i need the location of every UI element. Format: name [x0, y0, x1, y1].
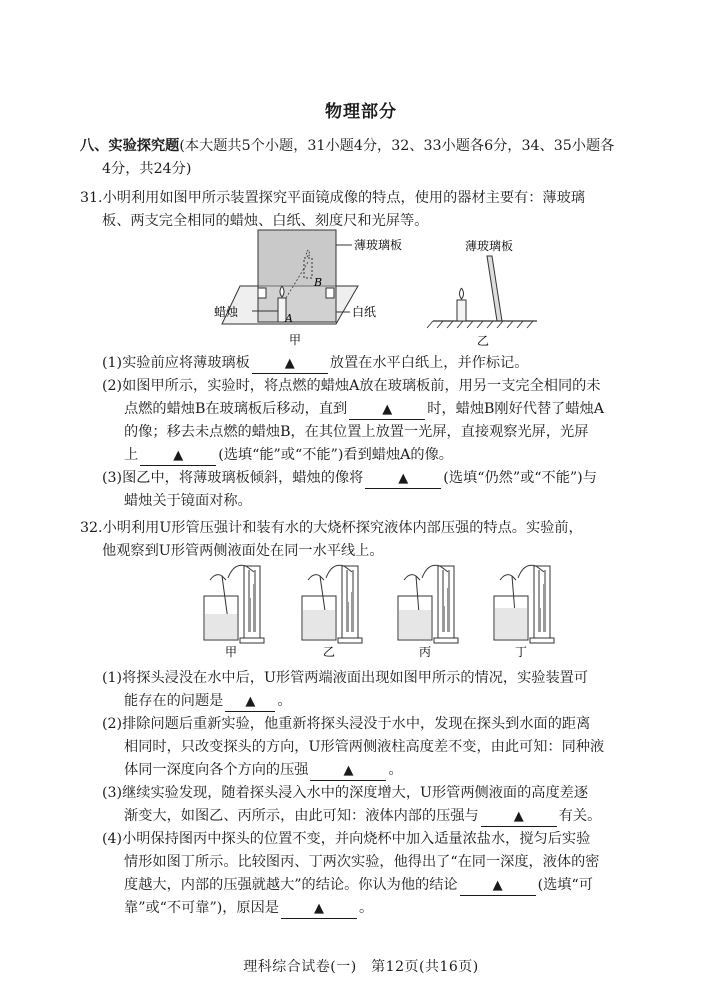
section-note-cont: 4分，共24分) [102, 161, 192, 177]
q32-caption-yi: 乙 [322, 645, 336, 659]
q32-part4-line2: 情形如图丁所示。比较图丙、丁两次实验，他得出了“在同一深度，液体的密 [124, 854, 600, 870]
section-heading [80, 136, 614, 156]
q32-caption-ding: 丁 [514, 645, 528, 659]
fig-yi-caption: 乙 [476, 334, 490, 348]
fig-jia-candle-label: 蜡烛 [214, 305, 239, 319]
q32-part3-line1: (3)继续实验发现，随着探头浸入水中的深度增大，U形管两侧液面的高度差逐 [102, 785, 589, 801]
q31-answer-blank-4[interactable]: ▲ [365, 470, 441, 489]
fig-jia-label-b: B [314, 276, 323, 289]
q32-part2-line3: 体同一深度向各个方向的压强 ▲ 。 [124, 760, 403, 781]
q32-part2-line2: 相同时，只改变探头的方向，U形管两侧液柱高度差不变，由此可知：同种液 [124, 739, 605, 755]
q32-part4-line3: 度越大，内部的压强就越大”的结论。你认为他的结论 ▲ (选填“可 [124, 875, 593, 896]
q32-part3-line2: 渐变大，如图乙、丙所示，由此可知：液体内部的压强与 ▲ 有关。 [124, 806, 601, 827]
q31-part2-line1: (2)如图甲所示，实验时，将点燃的蜡烛A放在玻璃板前，用另一支完全相同的未 [102, 378, 601, 394]
section-note: (本大题共5个小题，31小题4分，32、33小题各6分，34、35小题各 [179, 138, 615, 154]
fig-yi-glass-label: 薄玻璃板 [465, 239, 514, 253]
q31-figure-jia [200, 228, 403, 350]
section-heading-title: 八、实验探究题 [80, 138, 180, 154]
q31-stem-line2: 板、两支完全相同的蜡烛、白纸、刻度尺和光屏等。 [102, 213, 429, 229]
q32-stem-line2: 他观察到U形管两侧液面处在同一水平线上。 [102, 543, 384, 559]
q32-part1-line1: (1)将探头浸没在水中后，U形管两端液面出现如图甲所示的情况，实验装置可 [102, 670, 589, 686]
q32-part1-line2: 能存在的问题是 ▲ 。 [124, 691, 292, 712]
q31-part1: (1)实验前应将薄玻璃板 ▲ 放置在水平白纸上，并作标记。 [102, 353, 528, 374]
q32-figure-ding [494, 565, 554, 659]
q31-answer-blank-2[interactable]: ▲ [349, 401, 425, 420]
q32-part2-line1: (2)排除问题后重新实验，他重新将探头浸没于水中，发现在探头到水面的距离 [102, 716, 591, 732]
q32-figure-yi [302, 565, 362, 659]
q32-answer-blank-4[interactable]: ▲ [460, 877, 536, 896]
q31-part3-line1: (3)图乙中，将薄玻璃板倾斜，蜡烛的像将 ▲ (选填“仍然”或“不能”)与 [102, 468, 597, 489]
q31-part2-line2: 点燃的蜡烛B在玻璃板后移动，直到 ▲ 时，蜡烛B刚好代替了蜡烛A [124, 399, 604, 420]
page-footer: 理科综合试卷(一) 第12页(共16页) [243, 959, 479, 975]
fig-jia-glass-label: 薄玻璃板 [354, 238, 403, 252]
q32-caption-bing: 丙 [418, 645, 432, 659]
q32-stem-line1: 32.小明利用U形管压强计和装有水的大烧杯探究液体内部压强的特点。实验前， [80, 520, 583, 536]
q31-stem-line1: 31.小明利用如图甲所示装置探究平面镜成像的特点，使用的器材主要有：薄玻璃 [80, 190, 585, 206]
q32-answer-blank-3[interactable]: ▲ [481, 808, 557, 827]
q32-answer-blank-2[interactable]: ▲ [310, 762, 386, 781]
q31-part3-line2: 蜡烛关于镜面对称。 [124, 493, 252, 509]
fig-jia-label-a: A [285, 312, 293, 325]
page-title: 物理部分 [325, 102, 397, 122]
q32-figure-bing [398, 565, 458, 659]
q32-figure-jia [204, 565, 264, 659]
q32-caption-jia: 甲 [224, 645, 238, 659]
q31-figure-yi [425, 232, 555, 350]
q32-answer-blank-1[interactable]: ▲ [225, 693, 275, 712]
q32-part4-line1: (4)小明保持图丙中探头的位置不变，并向烧杯中加入适量浓盐水，搅匀后实验 [102, 831, 591, 847]
q31-part2-line3: 的像；移去未点燃的蜡烛B，在其位置上放置一光屏，直接观察光屏，光屏 [124, 424, 589, 440]
q32-figures [190, 562, 570, 660]
q31-answer-blank-3[interactable]: ▲ [140, 447, 216, 466]
q32-part4-line4: 靠”或“不可靠”)，原因是 ▲ 。 [124, 898, 373, 919]
q31-part2-line4: 上 ▲ (选填“能”或“不能”)看到蜡烛A的像。 [124, 445, 453, 466]
q31-answer-blank-1[interactable]: ▲ [252, 355, 328, 374]
fig-jia-caption: 甲 [288, 333, 302, 347]
q32-answer-blank-5[interactable]: ▲ [281, 900, 357, 919]
fig-jia-paper-label: 白纸 [352, 305, 377, 319]
